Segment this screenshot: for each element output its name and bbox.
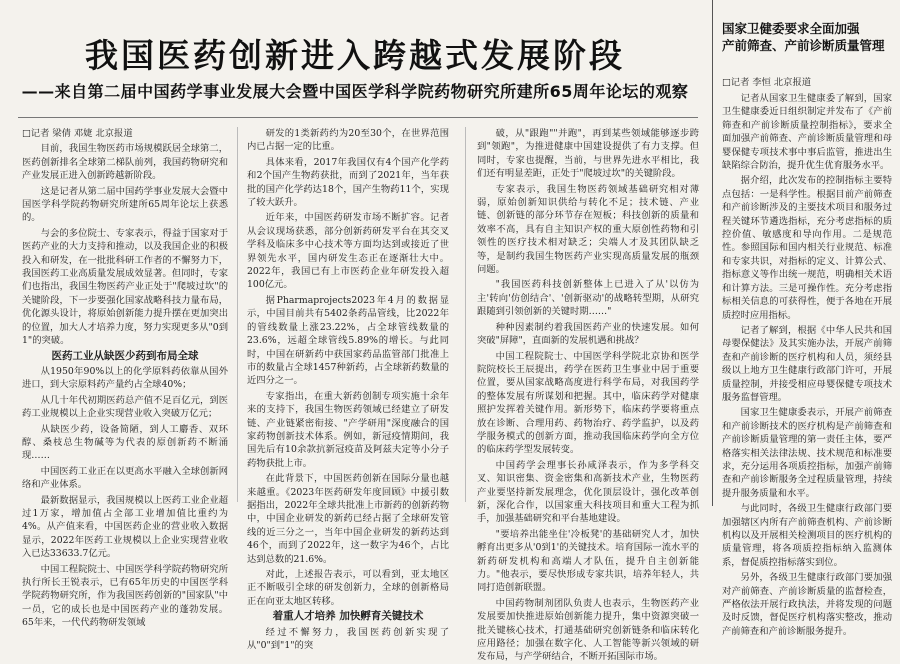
main-subheadline: ——来自第二届中国药学事业发展大会暨中国医学科学院药物研究所建所65周年论坛的观察 xyxy=(21,82,689,101)
paragraph: "要培养出能坐住'冷板凳'的基础研究人才，加快孵育出更多从'0到1'的关键技术。培育国际一流水平的新药研发机构和高端人才队伍，提升自主创新能力。"他表示，要尽快形成专家共识，培养年轻人，共同打造创新联盟。 xyxy=(477,528,699,594)
paragraph: 这是记者从第二届中国药学事业发展大会暨中国医学科学院药物研究所建所65周年论坛上获悉的。 xyxy=(22,185,228,224)
paragraph: 从几十年代初期医药总产值不足百亿元，到医药工业规模以上企业实现营业收入突破万亿元； xyxy=(22,394,228,420)
paragraph: 专家表示，我国生物医药领域基础研究相对薄弱，原始创新知识供给与转化不足；技术链、产业链、创新链的部分环节存在短板；科技创新的质量和效率不高，具有自主知识产权的重大原创性药物和引领性的医疗技术相对缺乏；尖端人才及其团队缺乏等，是制约我国生物医药产业实现高质量发展的瓶颈问题。 xyxy=(477,183,699,276)
paragraph: 对此，上述报告表示，可以看到，亚太地区正不断吸引全球的研发创新力，全球的创新格局正在向亚太地区转移。 xyxy=(247,569,449,607)
main-headline: 我国医药创新进入跨越式发展阶段 xyxy=(85,36,625,75)
section-title-2: 着重人才培养 加快孵育关键技术 xyxy=(272,610,424,623)
paragraph: 与此同时，各级卫生健康行政部门要加强辖区内所有产前筛查机构、产前诊断机构以及开展相关检测项目的医疗机构的质量管理，将各项质控指标纳入监测体系，督促质控指标落实到位。 xyxy=(722,503,892,568)
headline-divider xyxy=(18,117,698,118)
paragraph: 记者从国家卫生健康委了解到，国家卫生健康委近日组织制定并发布了《产前筛查和产前诊断质量控制指标》，要求全面加强产前筛查、产前诊断质量管理和母婴保健专项技术事中事后监管，推进出生缺陷综合防治，提升优生优育服务水平。 xyxy=(722,93,892,172)
article-column-3 xyxy=(477,127,699,663)
side-headline xyxy=(722,20,892,54)
paragraph: "我国医药科技创新整体上已进入了从'以仿为主'转向'仿创结合'、'创新驱动'的战略转型期，从研究跟随到引领创新的关键时期……" xyxy=(477,279,699,318)
article-column-2 xyxy=(247,127,449,652)
paragraph: 据介绍，此次发布的控制指标主要特点包括：一是科学性。根据目前产前筛查和产前诊断涉及的主要技术项目和服务过程关键环节遴选指标，充分考虑指标的质控价值、敏感度和导向作用。二是规范性。参照国际和国内相关行业规范、标准和专家共识，对指标的定义、计算公式、指标意义等作出统一规范，明确相关术语和计算方法。三是可操作性。充分考虑指标相关信息的可获得性，便于各地在开展质控时应用指标。 xyxy=(722,175,892,321)
paragraph: 中国工程院院士、中国医学科学院药物研究所执行所长王锐表示，已有65年历史的中国医学科学院药物研究所，作为我国医药创新的"国家队"中一员，它的成长也是中国医药产业的蓬勃发展。65年来，一代代药物研发领域 xyxy=(22,563,228,629)
paragraph: 种种因素制约着我国医药产业的快速发展。如何突破"屏障"，直面新的发展机遇和挑战？ xyxy=(477,321,699,347)
paragraph: 与会的多位院士、专家表示，得益于国家对于医药产业的大力支持和推动，以及我国企业的积极投入和研发，在一批批科研工作者的不懈努力下，我国医药工业高质量发展成效显著。但同时，专家们也指出，我国生物医药产业正处于"爬坡过坎"的关键阶段，下一步要强化国家战略科技力量布局，优化源头设计，将原始创新能力提升摆在更加突出的位置，加大人才培养力度，努力实现更多从"0到1"的突破。 xyxy=(22,227,228,347)
side-headline-line-2: 产前筛查、产前诊断质量管理 xyxy=(722,38,885,53)
side-byline: □记者 李恒 北京报道 xyxy=(722,77,812,88)
paragraph: 专家指出，在重大新药创制专项实施十余年来的支持下，我国生物医药领域已经建立了研发链、产业链紧密衔接、"产学研用"深度融合的国家药物创新技术体系。例如，新冠疫情期间，我国先后有10余款抗新冠疫苗及阿兹夫定等小分子药物获批上市。 xyxy=(247,390,449,469)
paragraph: 中国药学会理事长孙咸泽表示，作为多学科交叉、知识密集、资金密集和高新技术产业，生物医药产业要坚持新发展理念，优化顶层设计，强化改革创新，深化合作，以国家重大科技项目和重大工程为抓手，加强基础研究和平台基地建设。 xyxy=(477,459,699,525)
paragraph: 中国医药工业正在以更高水平融入全球创新网络和产业体系。 xyxy=(22,465,228,491)
paragraph: 中国药物制剂团队负责人也表示，生物医药产业发展要加快推进原始创新能力提升，集中资源突破一批关键核心技术，打通基础研究创新链条和临床转化应用路径；加强在数字化、人工智能等新兴领域的研发布局，与产学研结合，不断开拓国际市场。 xyxy=(477,597,699,663)
side-article-divider xyxy=(712,0,713,506)
paragraph: 研发的1类新药约为20至30个，在世界范围内已占据一定的比重。 xyxy=(247,128,449,153)
paragraph: 从缺医少药，设备简陋，到人工麝香、双环醇、桑枝总生物碱等为代表的原创新药不断涌现…… xyxy=(22,423,228,462)
paragraph: 经过不懈努力，我国医药创新实现了从"0"到"1"的突 xyxy=(247,626,449,652)
side-article-body xyxy=(722,92,892,637)
paragraph: 在此背景下，中国医药创新在国际分量也越来越重。《2023年医药研发年度回顾》中援引数据指出，2022年全球共批准上市新药的创新药物中，中国企业研发的新药已经占据了全球研发管线的近三分之一，当年中国企业研发的新药达到46个，而到了2022年，这一数字为46个，占比达到总数的21.6%。 xyxy=(247,473,449,565)
paragraph: 具体来看，2017年我国仅有4个国产化学药和2个国产生物药获批，而到了2021年，当年获批的国产化学药达18个，国产生物药11个，实现了较大跃升。 xyxy=(247,156,449,209)
section-title-1: 医药工业从缺医少药到布局全球 xyxy=(51,349,199,362)
paragraph: 从1950年90%以上的化学原料药依靠从国外进口，到大宗原料药产量约占全球40%； xyxy=(22,365,228,391)
article-column-1 xyxy=(22,127,228,629)
paragraph: 目前，我国生物医药市场规模跃居全球第二，医药创新排名全球第二梯队前列，我国药物研究和产业发展正进入创新跨越新阶段。 xyxy=(22,143,228,182)
main-byline: □记者 梁倩 邓婕 北京报道 xyxy=(22,128,133,139)
side-headline-line-1: 国家卫健委要求全面加强 xyxy=(722,21,860,36)
paragraph: 记者了解到，根据《中华人民共和国母婴保健法》及其实施办法，开展产前筛查和产前诊断的医疗机构和人员，须经县级以上地方卫生健康行政部门许可，开展质量控制，并接受相应母婴保健专项技术服务监督管理。 xyxy=(722,324,892,403)
paragraph: 国家卫生健康委表示，开展产前筛查和产前诊断技术的医疗机构是产前筛查和产前诊断质量管理的第一责任主体，要严格落实相关法律法规、技术规范和标准要求，充分运用各项质控指标，加强产前筛查和产前诊断服务全过程质量管理，持续提升服务质量和水平。 xyxy=(722,407,892,499)
paragraph: 中国工程院院士、中国医学科学院北京协和医学院院校长王辰提出，药学在医药卫生事业中居于重要位置，要从国家战略高度进行科学布局，对我国药学的整体发展有所谋划和把握。其中，临床药学对健康照护发挥着关键作用。新形势下，临床药学要将重点放在诊断、合理用药、药物治疗、药学监护，以及药学服务模式的创新方面，推动我国临床药学向全方位的临床药学型发展转变。 xyxy=(477,350,699,456)
column-divider xyxy=(237,127,238,502)
paragraph: 近年来，中国医药研发市场不断扩容。记者从会议现场获悉，部分创新药研发平台在其交叉学科及临床多中心技术等方面均达到或接近了世界领先水平，国内研发生态正在逐渐壮大中。2022年，我国已有上市医药企业年研发投入超100亿元。 xyxy=(247,212,449,291)
paragraph: 据Pharmaprojects2023年4月的数据显示，中国目前共有5402条药品管线，比2022年的管线数量上涨23.22%，占全球管线数量的23.6%，远超全球管线5.89%的增长。与此同时，中国在研新药中获国家药品监管部门批准上市的数量占全球1457种新药，占全球新药数量的近四分之一。 xyxy=(247,294,449,387)
column-divider xyxy=(465,127,466,502)
paragraph: 破，从"跟跑""并跑"，再到某些领域能够逐步跨到"领跑"，为推进健康中国建设提供了有力支撑。但同时，专家也提醒，当前，与世界先进水平相比，我们还有明显差距，正处于"爬坡过坎"的关键阶段。 xyxy=(477,128,699,180)
paragraph: 最新数据显示，我国规模以上医药工业企业超过1万家，增加值占全部工业增加值比重约为4%。从产值来看，中国医药企业的营业收入数据显示，2022年医药工业规模以上企业实现营业收入已达33633.7亿元。 xyxy=(22,494,228,560)
side-article xyxy=(722,0,892,637)
paragraph: 另外，各级卫生健康行政部门要加强对产前筛查、产前诊断质量的监督检查，严格依法开展行政执法，并将发现的问题及时反馈，督促医疗机构落实整改，推动产前筛查和产前诊断服务提升。 xyxy=(722,572,892,637)
